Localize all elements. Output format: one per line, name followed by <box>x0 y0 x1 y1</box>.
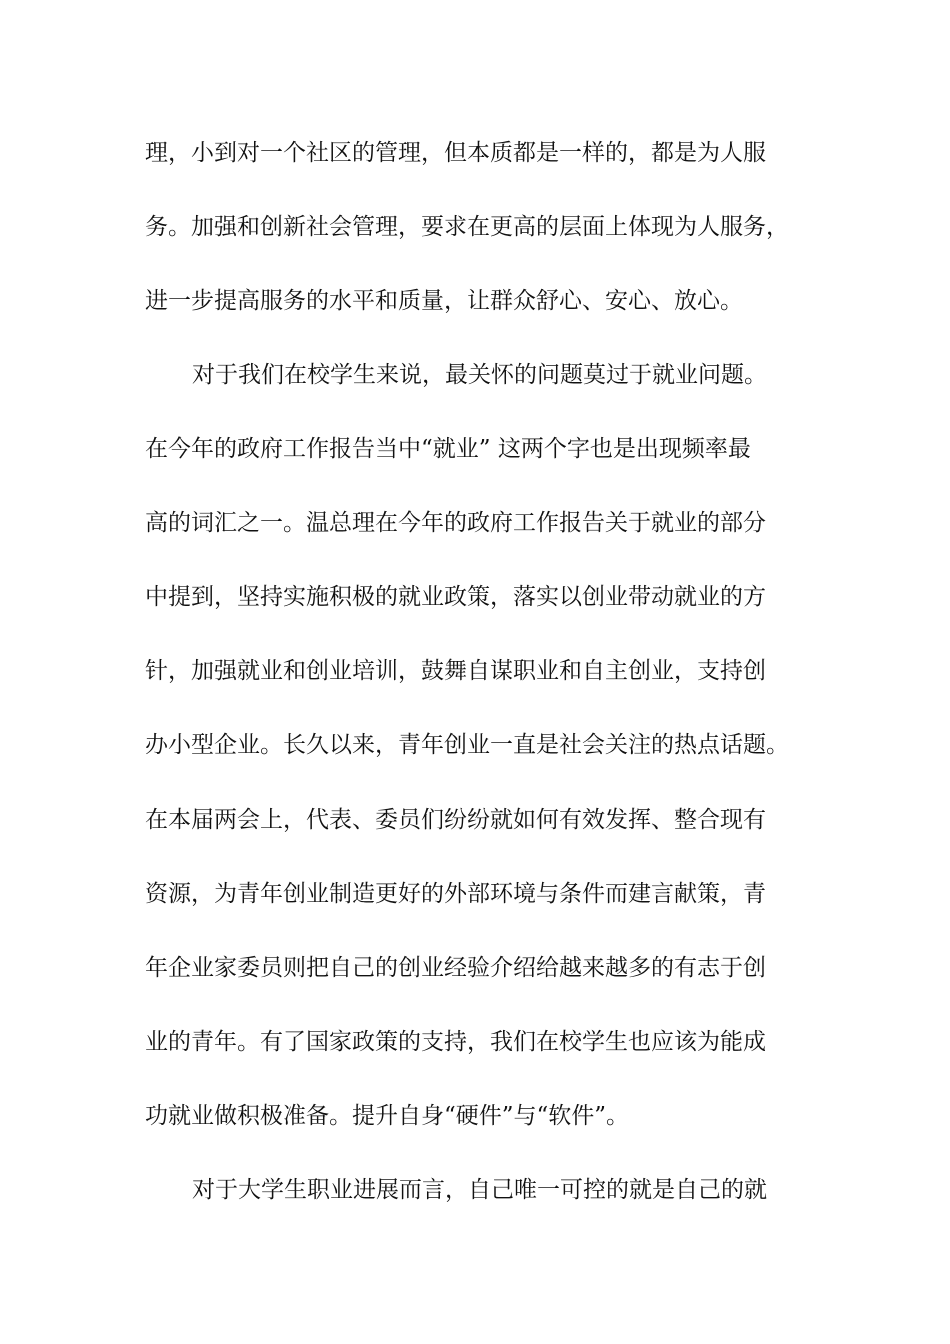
text-line-12: 年企业家委员则把自己的创业经验介绍给越来越多的有志于创 <box>145 955 766 981</box>
text-line-3: 进一步提高服务的水平和质量，让群众舒心、安心、放心。 <box>145 288 743 314</box>
text-line-7: 中提到，坚持实施积极的就业政策，落实以创业带动就业的方 <box>145 584 766 610</box>
text-line-11: 资源，为青年创业制造更好的外部环境与条件而建言献策，青 <box>145 881 766 907</box>
text-line-5: 在今年的政府工作报告当中“就业” 这两个字也是出现频率最 <box>145 436 751 462</box>
text-line-9: 办小型企业。长久以来，青年创业一直是社会关注的热点话题。 <box>145 732 789 758</box>
text-line-2: 务。加强和创新社会管理，要求在更高的层面上体现为人服务， <box>145 214 789 240</box>
text-line-6: 高的词汇之一。温总理在今年的政府工作报告关于就业的部分 <box>145 510 766 536</box>
text-line-1: 理，小到对一个社区的管理，但本质都是一样的，都是为人服 <box>145 140 766 166</box>
text-line-13: 业的青年。有了国家政策的支持，我们在校学生也应该为能成 <box>145 1029 766 1055</box>
paragraph-2-start: 对于我们在校学生来说，最关怀的问题莫过于就业问题。 <box>192 362 767 388</box>
paragraph-3-start: 对于大学生职业进展而言，自己唯一可控的就是自己的就 <box>192 1177 767 1203</box>
text-line-8: 针，加强就业和创业培训，鼓舞自谋职业和自主创业，支持创 <box>145 658 766 684</box>
text-line-10: 在本届两会上，代表、委员们纷纷就如何有效发挥、整合现有 <box>145 807 766 833</box>
text-line-14: 功就业做积极准备。提升自身“硬件”与“软件”。 <box>145 1103 630 1129</box>
